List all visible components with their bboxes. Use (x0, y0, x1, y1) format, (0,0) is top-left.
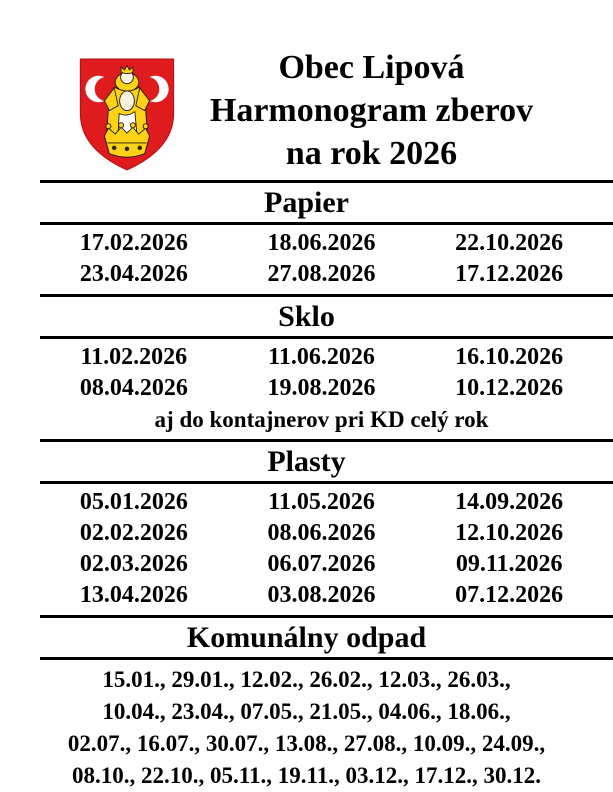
date-cell: 11.02.2026 (80, 344, 188, 370)
crown-pearl (106, 124, 111, 129)
waste-dates-line: 02.07., 16.07., 30.07., 13.08., 27.08., 10.09., 24.09., (67, 731, 546, 756)
date-cell: 23.04.2026 (79, 261, 188, 287)
title-line-1: Obec Lipová (278, 49, 465, 86)
date-cell: 08.06.2026 (267, 520, 376, 546)
date-cell: 09.11.2026 (455, 551, 563, 577)
date-cell: 02.02.2026 (79, 520, 188, 546)
crown-jewel (125, 147, 129, 151)
date-cell: 11.05.2026 (268, 489, 375, 515)
date-cell: 22.10.2026 (455, 230, 564, 256)
date-cell: 19.08.2026 (267, 375, 376, 401)
date-cell: 08.04.2026 (79, 375, 188, 401)
section-title-plasty: Plasty (267, 445, 346, 478)
section-title-papier: Papier (264, 186, 349, 219)
date-cell: 10.12.2026 (455, 375, 564, 401)
sklo-date-table (40, 339, 613, 439)
date-cell: 18.06.2026 (267, 230, 376, 256)
coat-of-arms-graphic (78, 56, 176, 173)
crown-pearl (130, 123, 135, 128)
title-line-3: na rok 2026 (285, 135, 458, 172)
waste-dates-line: 15.01., 29.01., 12.02., 26.02., 12.03., 26.03., (102, 667, 511, 692)
date-cell: 17.12.2026 (455, 261, 564, 287)
komunalny-odpad-dates (0, 660, 613, 792)
section-title-sklo: Sklo (278, 300, 335, 333)
document-header (0, 0, 613, 180)
date-cell: 17.02.2026 (79, 230, 188, 256)
date-cell: 13.04.2026 (79, 582, 188, 608)
date-cell: 06.07.2026 (267, 551, 376, 577)
coat-of-arms (78, 56, 176, 173)
waste-dates-line: 10.04., 23.04., 07.05., 21.05., 04.06., 18.06., (102, 699, 511, 724)
date-cell: 12.10.2026 (455, 520, 564, 546)
date-cell: 14.09.2026 (455, 489, 564, 515)
chest (120, 91, 135, 111)
date-cell: 07.12.2026 (455, 582, 564, 608)
date-cell: 03.08.2026 (267, 582, 376, 608)
date-cell: 05.01.2026 (79, 489, 188, 515)
crown-jewel (138, 146, 142, 150)
section-title-komunalny-odpad: Komunálny odpad (186, 621, 427, 654)
plasty-date-table (40, 484, 613, 615)
date-cell: 27.08.2026 (267, 261, 376, 287)
papier-date-table (40, 225, 613, 294)
crown-pearl (119, 123, 124, 128)
sklo-note: aj do kontajnerov pri KD celý rok (154, 407, 489, 432)
title-line-2: Harmonogram zberov (209, 92, 534, 129)
date-cell: 16.10.2026 (455, 344, 564, 370)
crown-jewel (112, 146, 116, 150)
waste-dates-line: 08.10., 22.10., 05.11., 19.11., 03.12., 17.12., 30.12. (72, 763, 541, 788)
crown-pearl (143, 124, 148, 129)
page-title (170, 46, 573, 175)
date-cell: 02.03.2026 (79, 551, 188, 577)
date-cell: 11.06.2026 (268, 344, 375, 370)
